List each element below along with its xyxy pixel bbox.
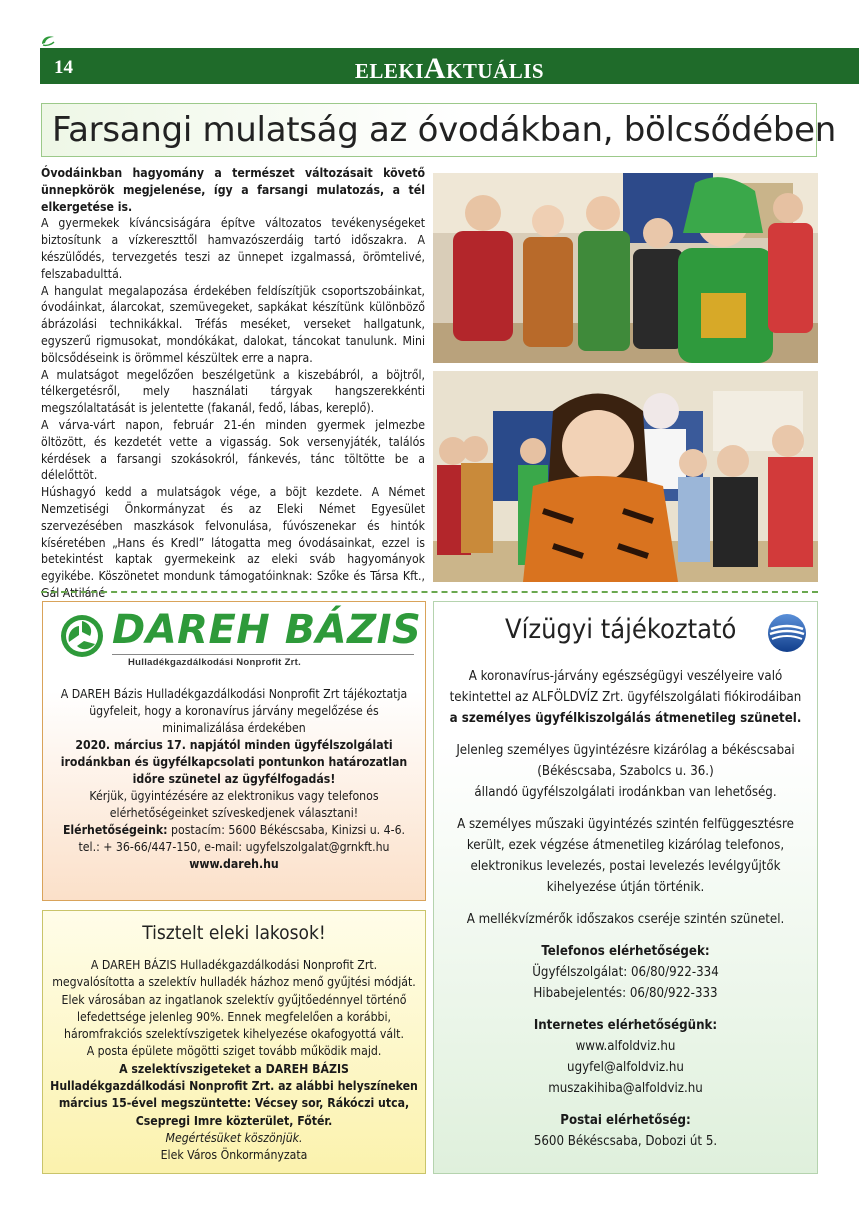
dareh-request: Kérjük, ügyintézésére az elektronikus vagy telefonos elérhetőségeinket szíveskedjenek választani! <box>89 789 379 820</box>
article-paragraph: Húshagyó kedd a mulatságok vége, a böjt kezdete. A Német Nemzetiségi Önkormányzat és az Eleki Német Egyesület szervezésében maszkások felvonulása, fúvószenekar és hintók kíséretében „Hans és Kredl” látogatta meg óvodásainkat, ezzel is betekintést kaptak gyermekeink az eleki sváb hagyományok egyikébe. Köszönetet mondunk támogatóinknak: Szőke és Társa Kft., Gál Attiláné <box>41 485 425 600</box>
dareh-intro: A DAREH Bázis Hulladékgazdálkodási Nonprofit Zrt tájékoztatja ügyfeleit, hogy a koronavírus járvány megelőzése és minimalizálása érdekében <box>60 687 408 735</box>
dareh-logo-subtitle: Hulladékgazdálkodási Nonprofit Zrt. <box>128 657 302 668</box>
water-title: Vízügyi tájékoztató <box>505 614 737 645</box>
article-paragraph: A gyermekek kíváncsiságára építve változatos tevékenységeket biztosítunk a vízkereszttől hamvazószerdáig tartó időszakra. A készülődés, tervezgetés teszi az ünnepet izgalmassá, örömtelivé, felszabadulttá. <box>41 216 425 281</box>
article-paragraph: A várva-várt napon, február 21-én minden gyermek jelmezbe öltözött, és kezdetét vette a vigasság. Sok versenyjáték, találós kérdések a farsangi szokásokról, fánkevés, tánc töltötte be a délelőttöt. <box>41 417 425 483</box>
carnival-photo-group <box>433 173 818 363</box>
water-notice-text <box>443 666 808 1152</box>
internet-heading: Internetes elérhetőségünk: <box>533 1018 718 1033</box>
water-intro: A koronavírus-járvány egészségügyi veszélyeire való tekintettel az ALFÖLDVÍZ Zrt. ügyfélszolgálati fiókirodáiban a személyes ügyfélkiszolgálás átmenetileg szünetel. <box>449 669 802 726</box>
article-lead: Óvodáinkban hagyomány a természet változásait követő ünnepkörök megjelenése, így a farsangi mulatozás, a tél elkergetése is. <box>41 166 425 214</box>
water-tech-email-link[interactable]: muszakihiba@alfoldviz.hu <box>548 1081 703 1096</box>
dareh-website-link[interactable]: www.dareh.hu <box>189 857 279 871</box>
article-paragraph: A mulatságot megelőzően beszélgetünk a kiszebábról, a böjtről, télkergetésről, mely használati tárgyak hangszerekkénti megszólaltatását is jelentette (fakanál, fedő, lábas, kereplő). <box>41 367 425 416</box>
water-drop-globe-icon <box>767 613 807 653</box>
water-office: Jelenleg személyes ügyintézésre kizárólag a békéscsabai (Békéscsaba, Szabolcs u. 36.) állandó ügyfélszolgálati irodánkban van lehetőség. <box>456 743 795 800</box>
article-body <box>41 165 425 602</box>
leaf-logo-icon <box>40 34 56 48</box>
postal-address: 5600 Békéscsaba, Dobozi út 5. <box>533 1134 718 1149</box>
dashed-divider <box>41 591 818 593</box>
recycle-swirl-icon <box>60 614 104 658</box>
residents-title: Tisztelt eleki lakosok! <box>142 922 326 944</box>
phone-fault-report: Hibabejelentés: 06/80/922-333 <box>533 986 718 1001</box>
dareh-logo-text: DAREH BÁZIS <box>112 607 422 653</box>
water-technical: A személyes műszaki ügyintézés szintén felfüggesztésre került, ezek végzése átmenetileg kizárólag telefonos, elektronikus levelezés, postai levelezés levélgyűjtők kihelyezése útján történik. <box>457 817 794 895</box>
water-website-link[interactable]: www.alfoldviz.hu <box>575 1039 676 1054</box>
tiger-costume-photo <box>433 371 818 582</box>
residents-text <box>50 957 418 1165</box>
dareh-notice-text <box>52 686 416 873</box>
section-title: ELEKIAKTUÁLIS <box>354 52 545 85</box>
postal-heading: Postai elérhetőség: <box>560 1113 691 1128</box>
dareh-contact: Elérhetőségeink: postacím: 5600 Békéscsaba, Kinizsi u. 4-6. <box>62 823 406 837</box>
water-email-link[interactable]: ugyfel@alfoldviz.hu <box>567 1060 684 1075</box>
residents-paragraph: Elek városában az ingatlanok szelektív gyűjtőedénnyel történő lefedettsége jelenleg 90%. Ennek megfelelően a korábbi, háromfrakciós szelektívszigetek kihelyezése okafogyottá vált. <box>61 992 407 1042</box>
dareh-bold-notice: 2020. március 17. napjától minden ügyfélszolgálati irodánkban és ügyfélkapcsolati pontunkon határozatlan időre szünetel az ügyfélfogadás! <box>60 738 408 786</box>
residents-signature: Elek Város Önkormányzata <box>160 1148 308 1163</box>
residents-paragraph: A DAREH BÁZIS Hulladékgazdálkodási Nonprofit Zrt. megvalósította a szelektív hulladék házhoz menő gyűjtési módját. <box>52 958 416 990</box>
phone-customer-service: Ügyfélszolgálat: 06/80/922-334 <box>532 965 719 980</box>
water-meters: A mellékvízmérők időszakos cseréje szintén szünetel. <box>466 912 785 927</box>
residents-thanks: Megértésüket köszönjük. <box>165 1130 303 1145</box>
residents-bold: A szelektívszigeteket a DAREH BÁZIS Hulladékgazdálkodási Nonprofit Zrt. az alábbi helyszíneken március 15-ével megszüntette: Vécsey sor, Rákóczi utca, Csepregi Imre közterület, Főtér. <box>50 1061 418 1128</box>
logo-rule <box>112 654 414 655</box>
residents-paragraph: A posta épülete mögötti sziget tovább működik majd. <box>86 1044 382 1059</box>
article-paragraph: A hangulat megalapozása érdekében feldíszítjük csoportszobáinkat, óvodáinkat, álarcokat, szemüvegeket, sapkákat készítünk különböző ábrázolási technikákkal. Tréfás meséket, verseket hallgatunk, egyszerű rigmusokat, mondókákat, dalokat, táncokat tanulunk. Mini bölcsődéseink is örömmel készültek erre a napra. <box>41 283 425 365</box>
article-title: Farsangi mulatság az óvodákban, bölcsődében <box>52 110 836 150</box>
page-number: 14 <box>54 57 73 78</box>
dareh-contact-line2: tel.: + 36-66/447-150, e-mail: ugyfelszolgalat@grnkft.hu <box>78 840 390 854</box>
phone-heading: Telefonos elérhetőségek: <box>541 944 710 959</box>
